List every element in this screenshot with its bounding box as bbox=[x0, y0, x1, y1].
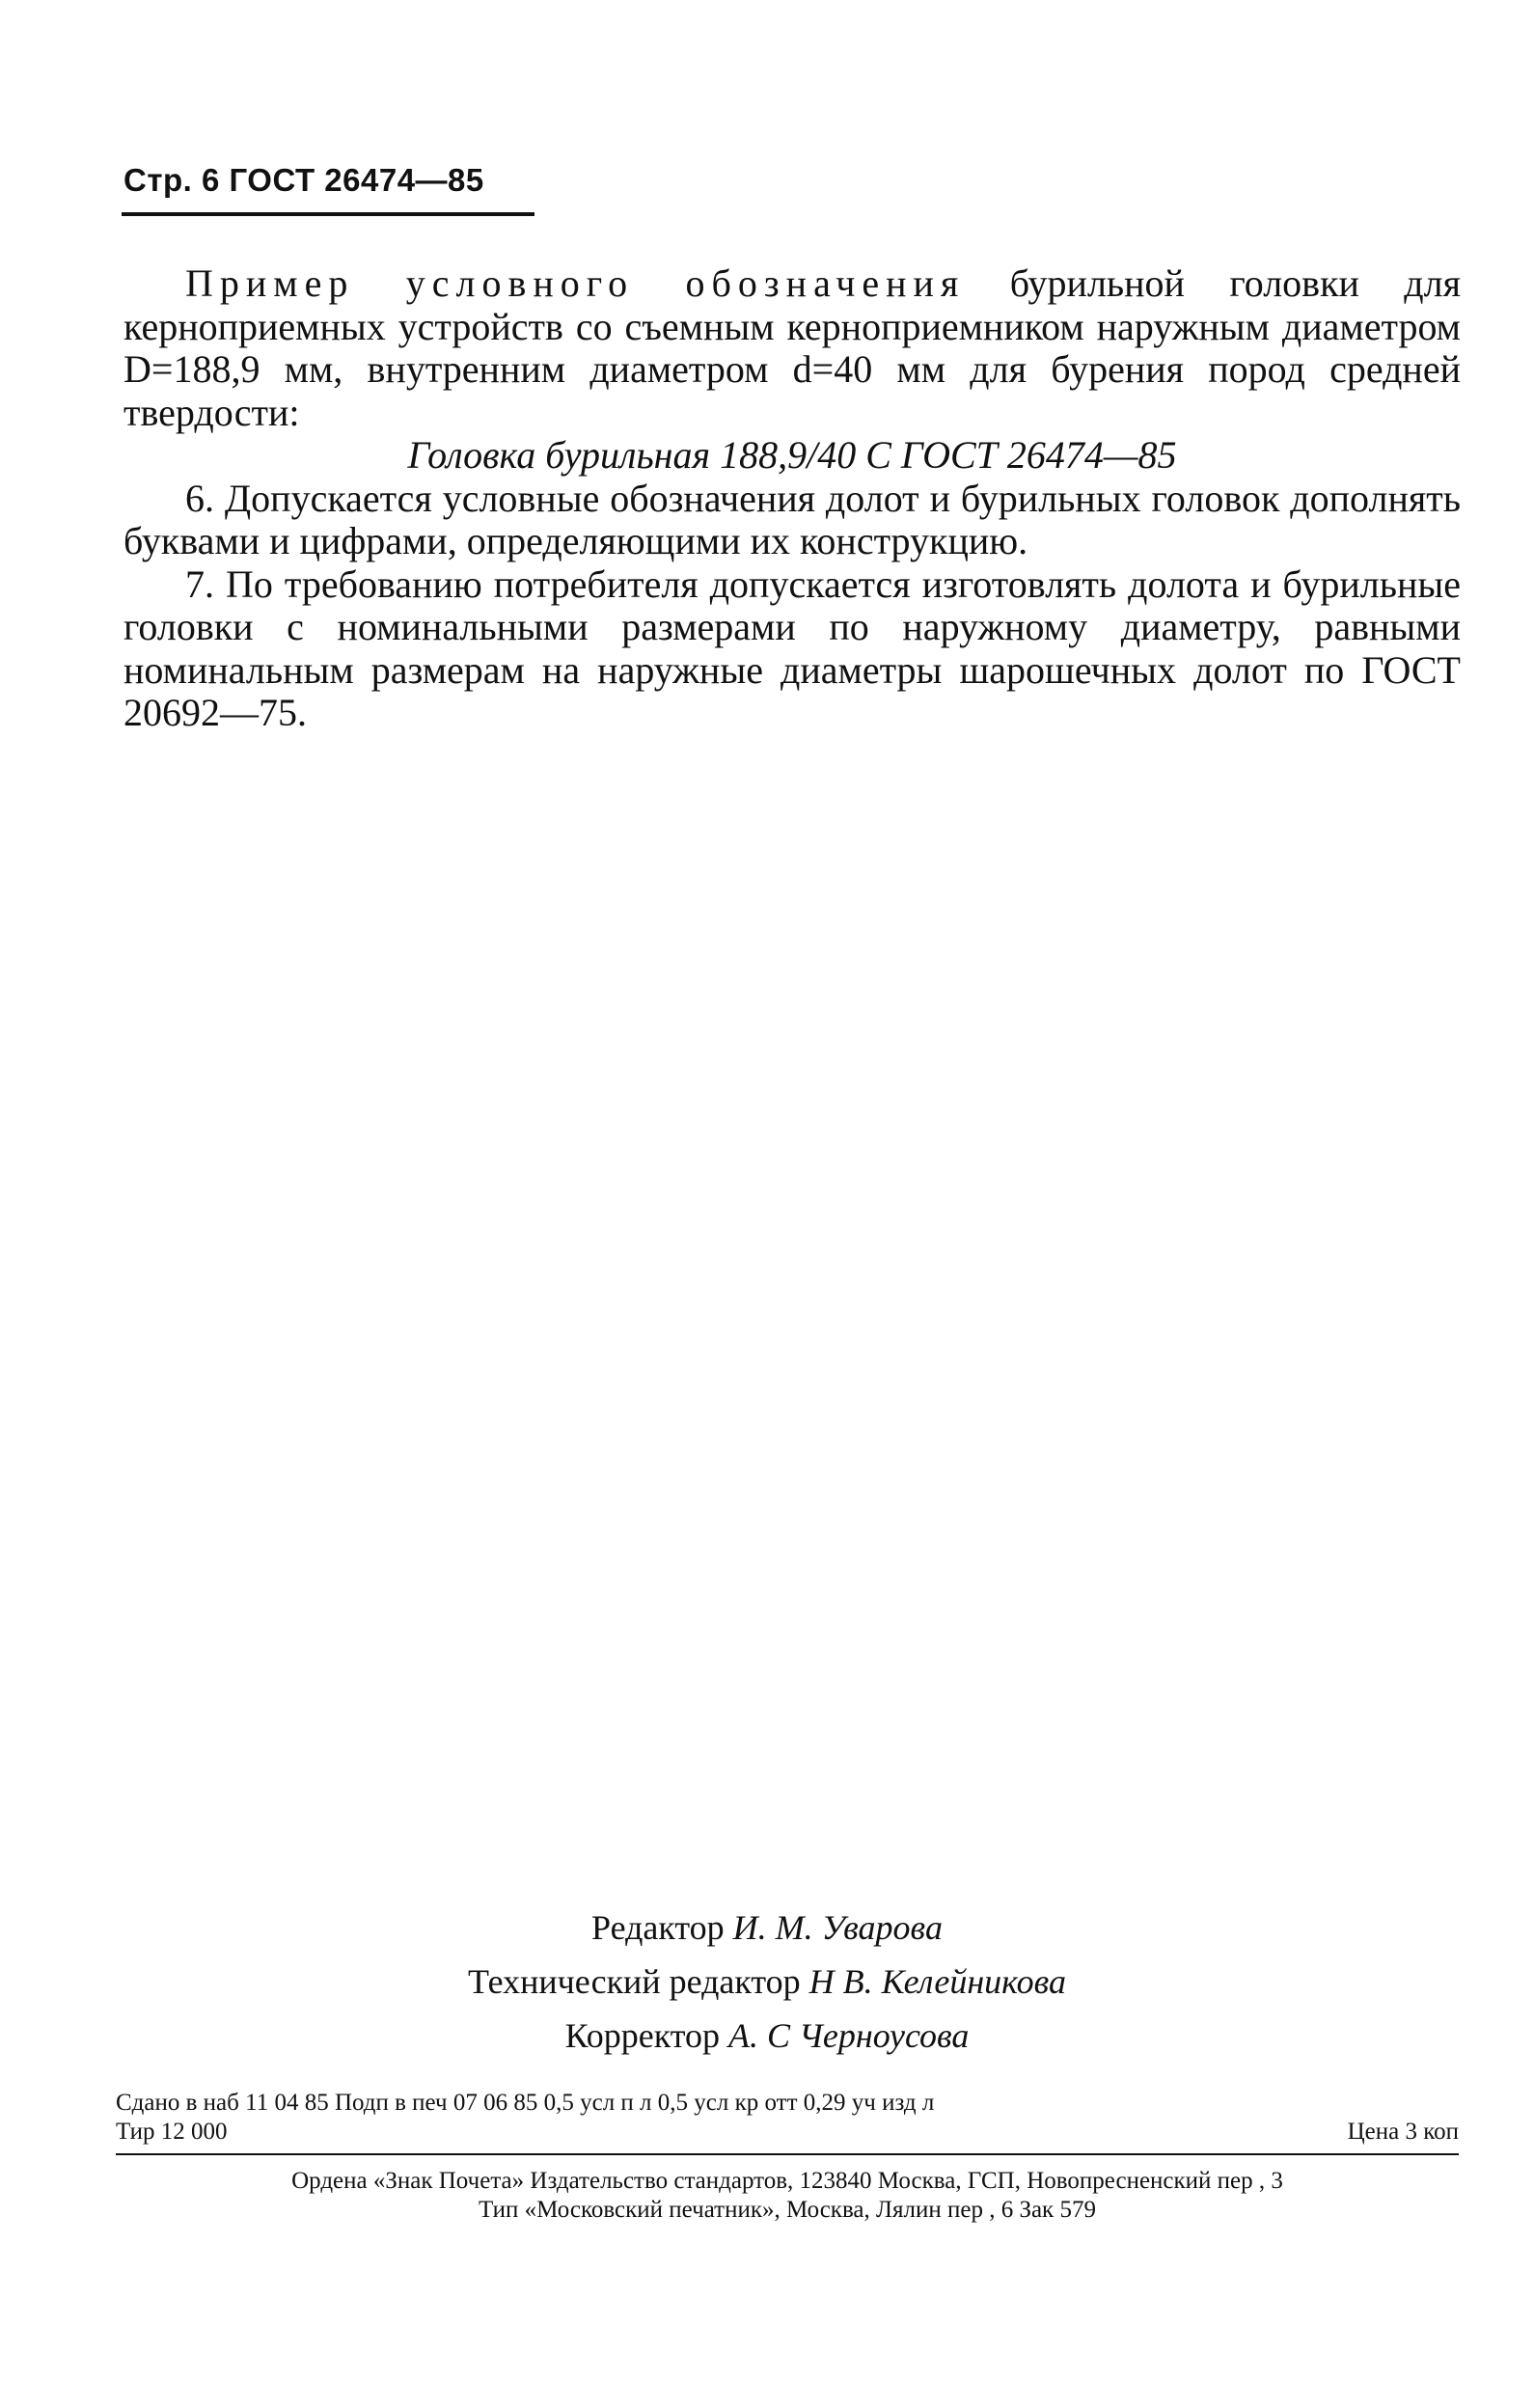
tech-editor-name: Н В. Келейникова bbox=[808, 1962, 1067, 2001]
print-run: Тир 12 000 bbox=[116, 2119, 228, 2145]
example-lead: Пример условного обозначения bbox=[185, 261, 966, 305]
tech-editor-line bbox=[0, 1955, 1534, 2009]
imprint-rule bbox=[116, 2153, 1459, 2155]
imprint-line-1: Сдано в наб 11 04 85 Подп в печ 07 06 85 0,5 усл п л 0,5 усл кр отт 0,29 уч изд л bbox=[116, 2090, 935, 2116]
item-6: 6. Допускается условные обозначения долот и бурильных головок дополнять буквами и цифрами, определяющими их конструкцию. bbox=[123, 476, 1461, 562]
editor-label: Редактор bbox=[591, 1908, 725, 1947]
credits-block bbox=[0, 1901, 1534, 2063]
editor-name: И. М. Уварова bbox=[732, 1908, 943, 1947]
corrector-name: А. С Черноусова bbox=[728, 2016, 970, 2055]
publisher-block bbox=[116, 2167, 1459, 2225]
corrector-line bbox=[0, 2009, 1534, 2063]
editor-line bbox=[0, 1901, 1534, 1955]
page-header: Стр. 6 ГОСТ 26474—85 bbox=[123, 162, 484, 198]
main-text bbox=[123, 262, 1461, 735]
header-rule bbox=[122, 212, 534, 216]
designation-example: Головка бурильная 188,9/40 С ГОСТ 26474—85 bbox=[407, 433, 1177, 477]
example-text: бурильной головки для кернoприемных устройств со съемным керноприемником наружным диаметром D=188,9 мм, внутренним диаметром d=40 мм для бурения пород средней твердости: bbox=[123, 261, 1461, 434]
imprint-line-2 bbox=[116, 2118, 1459, 2147]
publisher-line-1: Ордена «Знак Почета» Издательство стандартов, 123840 Москва, ГСП, Новопресненский пер , 3 bbox=[291, 2168, 1283, 2194]
example-paragraph bbox=[123, 262, 1461, 434]
price: Цена 3 коп bbox=[1347, 2119, 1459, 2145]
corrector-label: Корректор bbox=[564, 2016, 721, 2055]
item-7: 7. По требованию потребителя допускается изготовлять долота и бурильные головки с номинальными размерами по наружному диаметру, равными номинальным размерам на наружные диаметры шарошечных долот по ГОСТ 20692—75. bbox=[123, 561, 1461, 734]
imprint-block bbox=[116, 2089, 1459, 2147]
tech-editor-label: Технический редактор bbox=[467, 1962, 801, 2001]
publisher-line-2: Тип «Московский печатник», Москва, Лялин пер , 6 Зак 579 bbox=[479, 2197, 1096, 2223]
